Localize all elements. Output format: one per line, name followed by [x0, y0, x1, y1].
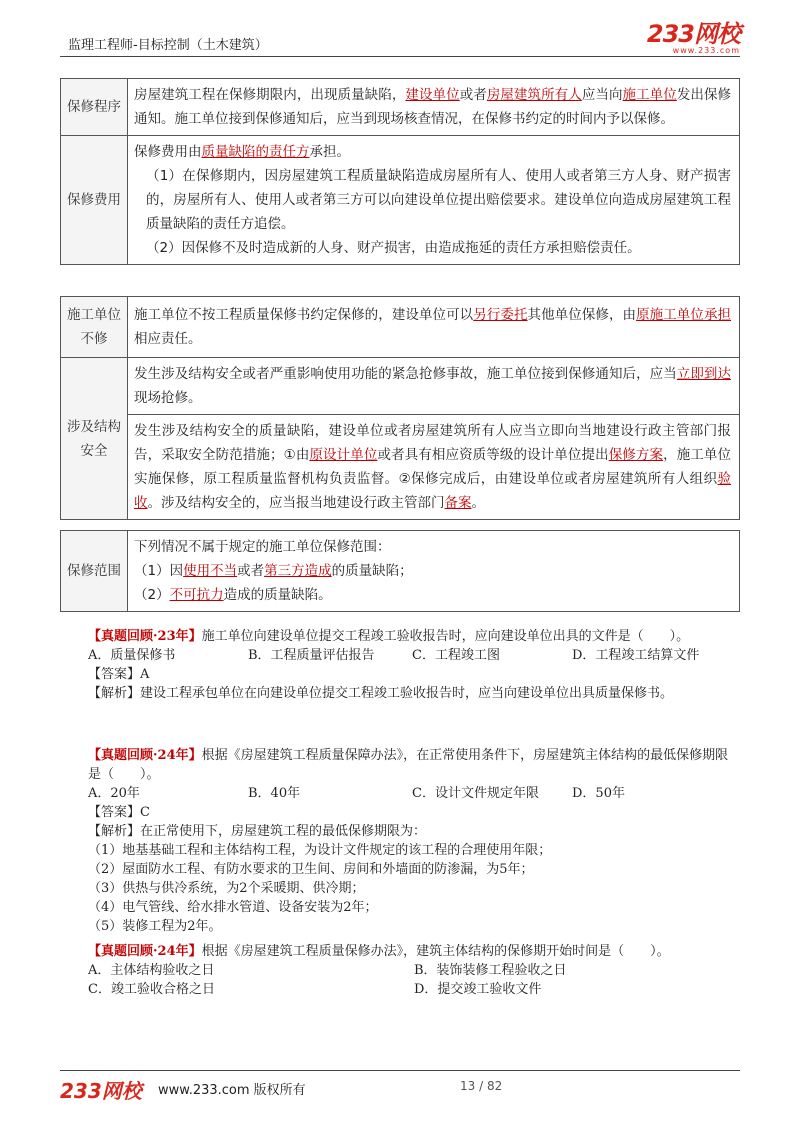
key-term: 备案: [444, 495, 472, 511]
option-b: B．工程质量评估报告: [248, 648, 375, 663]
text: 相应责任。: [134, 331, 202, 347]
row-label: 保修费用: [61, 136, 128, 265]
row-content: [128, 297, 740, 358]
page-number: 13 / 82: [460, 1079, 503, 1093]
question-3: [60, 942, 740, 999]
option-d: D．50年: [572, 786, 625, 801]
copyright-text: www.233.com 版权所有: [158, 1083, 306, 1098]
page-footer: [60, 1070, 740, 1105]
option-a: A．主体结构验收之日: [88, 963, 215, 978]
table-row: [61, 531, 740, 612]
text: 应当向: [581, 87, 623, 103]
text: 发生涉及结构安全或者严重影响使用功能的紧急抢修事故，施工单位接到保修通知后，应当: [134, 366, 677, 382]
question-tag: 【真题回顾·23年】: [88, 629, 202, 644]
warranty-table-1: [60, 78, 740, 265]
row-content: [128, 136, 740, 265]
key-term: 原施工单位承担: [636, 307, 732, 323]
text: 发出保修通知。施工单位接到保修通知后，应当到现场核查情况，在保修书约定的时间内予以保修。: [134, 87, 732, 127]
key-term: 保修方案: [608, 447, 664, 463]
warranty-table-3: [60, 530, 740, 612]
key-term: 原设计单位: [309, 447, 378, 463]
text: 现场抢修。: [134, 390, 202, 406]
text: ，施工单位实施保修，原工程质量监督机构负责监督。②保修完成后，由建设单位或者房屋建筑所有人组织: [134, 447, 732, 487]
answer: 【答案】A: [88, 667, 150, 682]
question-tag: 【真题回顾·24年】: [88, 748, 202, 763]
question-2: [60, 746, 740, 936]
table-row: [61, 136, 740, 265]
key-term: 房屋建筑所有人: [486, 87, 582, 103]
answer: 【答案】C: [88, 805, 150, 820]
text: 其他单位保修，由: [527, 307, 637, 323]
option-a: A．20年: [88, 786, 140, 801]
text: 的质量缺陷；: [331, 563, 413, 579]
analysis: 【解析】在正常使用下，房屋建筑工程的最低保修期限为：: [88, 824, 427, 839]
key-term: 立即到达: [676, 366, 732, 382]
table-row: [61, 415, 740, 520]
text: 房屋建筑工程在保修期限内，出现质量缺陷，: [134, 87, 406, 103]
text: 保修费用由: [134, 144, 202, 160]
key-term: 另行委托: [473, 307, 528, 323]
paragraph: 下列情况不属于规定的施工单位保修范围：: [134, 539, 391, 555]
row-label: 保修程序: [61, 79, 128, 136]
footer-logo: 233网校: [60, 1079, 142, 1103]
page-header: [60, 20, 740, 57]
paragraph: （2）因保修不及时造成新的人身、财产损害，由造成拖延的责任方承担赔偿责任。: [146, 240, 641, 256]
warranty-table-2: [60, 296, 740, 520]
table-row: [61, 358, 740, 415]
list-item: （1）地基基础工程和主体结构工程，为设计文件规定的该工程的合理使用年限；: [88, 843, 552, 858]
question-tag: 【真题回顾·24年】: [88, 944, 202, 959]
paragraph: （1）在保修期内，因房屋建筑工程质量缺陷造成房屋所有人、使用人或者第三方人身、财产损害的，房屋所有人、使用人或者第三方可以向建设单位提出赔偿要求。建设单位向造成房屋建筑工程质量缺陷的责任方追偿。: [146, 168, 731, 232]
text: 造成的质量缺陷。: [223, 587, 332, 603]
text: （2）: [134, 587, 170, 603]
row-label: 保修范围: [61, 531, 128, 612]
key-term: 质量缺陷的责任方: [201, 144, 310, 160]
list-item: （4）电气管线、给水排水管道、设备安装为2年；: [88, 900, 378, 915]
text: 发生涉及结构安全的质量缺陷，建设单位或者房屋建筑所有人应当立即向当地建设行政主管部门报告，采取安全防范措施；①由: [134, 423, 731, 463]
question-1: [60, 627, 740, 703]
document-title: 监理工程师-目标控制（土木建筑）: [68, 38, 268, 53]
option-d: D．工程竣工结算文件: [572, 648, 700, 663]
list-item: （3）供热与供冷系统，为2个采暖期、供冷期；: [88, 881, 365, 896]
row-content: [128, 531, 740, 612]
option-c: C．竣工验收合格之日: [88, 982, 215, 997]
option-a: A．质量保修书: [88, 648, 176, 663]
row-content: [128, 415, 740, 520]
question-stem: 根据《房屋建筑工程质量保障办法》，在正常使用条件下，房屋建筑主体结构的最低保修期限是（ ）。: [88, 748, 729, 782]
logo-url: www.233.com: [672, 46, 740, 55]
key-term: 不可抗力: [169, 587, 224, 603]
table-row: [61, 297, 740, 358]
text: 或者: [237, 563, 265, 579]
key-term: 使用不当: [183, 563, 238, 579]
text: 或者: [459, 87, 487, 103]
logo-text: 233网校: [646, 20, 740, 48]
row-content: [128, 79, 740, 136]
text: 施工单位不按工程质量保修书约定保修的，建设单位可以: [134, 307, 474, 323]
text: 或者具有相应资质等级的设计单位提出: [377, 447, 609, 463]
key-term: 第三方造成: [264, 563, 332, 579]
option-b: B．装饰装修工程验收之日: [414, 963, 567, 978]
option-c: C．工程竣工图: [412, 648, 500, 663]
option-d: D．提交竣工验收文件: [414, 982, 542, 997]
text: 承担。: [309, 144, 350, 160]
question-stem: 根据《房屋建筑工程质量保修办法》，建筑主体结构的保修期开始时间是（ ）。: [201, 944, 670, 959]
option-c: C．设计文件规定年限: [412, 786, 539, 801]
text: 。: [471, 495, 485, 511]
row-label: 施工单位不修: [61, 297, 128, 358]
text: 。涉及结构安全的，应当报当地建设行政主管部门: [147, 495, 445, 511]
option-b: B．40年: [248, 786, 301, 801]
list-item: （5）装修工程为2年。: [88, 919, 222, 934]
key-term: 建设单位: [405, 87, 460, 103]
key-term: 施工单位: [622, 87, 677, 103]
brand-logo: [647, 22, 740, 55]
table-row: [61, 79, 740, 136]
row-content: [128, 358, 740, 415]
analysis: 【解析】建设工程承包单位在向建设单位提交工程竣工验收报告时，应当向建设单位出具质量保修书。: [88, 686, 674, 701]
list-item: （2）屋面防水工程、有防水要求的卫生间、房间和外墙面的防渗漏，为5年；: [88, 862, 534, 877]
row-label: 涉及结构安全: [61, 358, 128, 520]
key-term: 验收: [134, 471, 731, 511]
text: （1）因: [134, 563, 184, 579]
question-stem: 施工单位向建设单位提交工程竣工验收报告时，应向建设单位出具的文件是（ ）。: [201, 629, 690, 644]
